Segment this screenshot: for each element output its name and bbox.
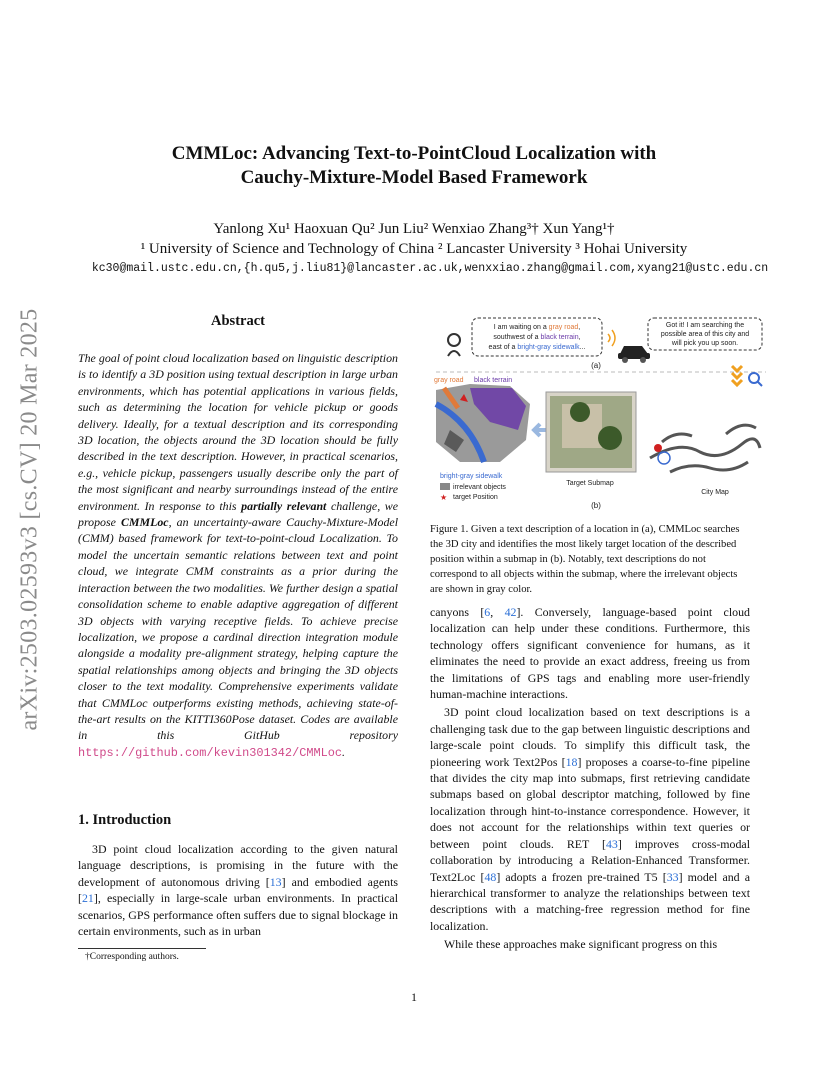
bubble-left-line-1: I am waiting on a gray road, [493,324,581,331]
intro-text-b: ] and embodied agents [ [78,874,398,906]
footnote-rule [78,948,206,949]
bubble-left-line-3: east of a bright-gray sidewalk... [488,344,586,351]
intro-paragraph-1 [78,841,398,939]
target-submap-render [546,392,636,472]
citation-48[interactable]: 48 [484,869,497,884]
map-label-bright-gray: bright-gray sidewalk [440,473,503,480]
right-column-body [430,604,750,953]
author-block [60,219,768,259]
citation-18[interactable]: 18 [565,754,578,769]
intro-text-a: 3D point cloud localization according to the given natural language descriptions, is promising in the future with the development of autonomous driving [ [78,842,398,889]
right-paragraph-2: 3D point cloud localization based on text descriptions is a challenging task due to the gap between linguistic descriptions and large-scale point clouds. To simplify this difficult task, the pioneering work Text2Pos [18] proposes a coarse-to-fine pipeline that divides the city map into submaps, first retrieving candidate submaps based on global descriptor matching, followed by fine localization through hint-to-instance correspondence. However, it does not account for the relationships within text queries or between point clouds. RET [43] improves cross-modal collaboration by introducing a Relation-Enhanced Transformer. Text2Loc [48] adopts a frozen pre-trained T5 [33] model and a hierarchical transformer to analyze the relationships between text descriptions with a matching-free regression method for fine localization. [430,705,751,933]
intro-text-c: ], especially in large-scale urban environments. In practical scenarios, GPS performance often suffers due to signal blockage in certain environments, such as in urban [78,891,398,939]
github-link[interactable]: https://github.com/kevin301342/CMMLoc [78,745,343,760]
figure-1-graphic [430,312,770,512]
legend-star-icon: ★ [440,493,448,502]
page-number: 1 [411,990,417,1004]
section-heading-introduction: 1. Introduction [78,812,172,828]
citation-6[interactable]: 6 [484,605,491,619]
citation-13[interactable]: 13 [269,874,282,889]
submap-render [436,384,530,462]
footnote: †Corresponding authors. [85,952,179,962]
citation-21[interactable]: 21 [81,891,94,906]
city-map-render [650,425,760,472]
figure-label-b: (b) [591,501,601,510]
abstract-end: . [342,744,345,759]
affiliations-line: ¹ University of Science and Technology of China ² Lancaster University ³ Hohai University [140,241,688,257]
car-icon [618,346,650,363]
title-line-2: Cauchy-Mixture-Model Based Framework [240,167,588,188]
bubble-right-line-2: possible area of this city and [660,331,750,338]
figure-label-a: (a) [591,361,601,370]
target-submap-label: Target Submap [566,480,614,487]
authors-line: Yanlong Xu¹ Haoxuan Qu² Jun Liu² Wenxiao Zhang³† Xun Yang¹† [213,221,615,237]
emails-line: kc30@mail.ustc.edu.cn,{h.qu5,j.liu81}@lancaster.ac.uk,wenxxiao.zhang@gmail.com,xyang21@ustc.edu.cn [91,262,769,275]
abstract-bold-2: CMMLoc [121,515,169,530]
paper-title [80,142,748,190]
bubble-left-line-2: southwest of a black terrain, [493,334,581,341]
magnifier-icon [749,373,762,386]
abstract-text-a: The goal of point cloud localization based on linguistic description is to identify a 3D position using textual description in large urban environments, which has potential applications in various fields, such as determining the location for vehicle pickup or goods delivery. Ideally, for a textual description and its corresponding 3D location, the objects around the 3D location should be fully described in the text description. However, in practical scenarios, e.g., vehicle pickup, passengers usually describe only the part of the most significant and nearby surroundings instead of the entire environment. In response to this [78,351,398,513]
title-line-1: CMMLoc: Advancing Text-to-PointCloud Localization with [171,143,657,164]
chevron-down-icons [732,366,742,385]
citation-43[interactable]: 43 [605,836,618,851]
abstract-body [78,350,398,761]
city-magnifier-icon [658,452,670,464]
map-label-black-terrain: black terrain [474,377,513,384]
city-target-marker [654,444,662,452]
abstract-text-b: challenge, we propose [78,498,398,530]
legend-irrelevant-swatch [440,483,450,490]
right-paragraph-3: While these approaches make significant progress on this [444,937,718,952]
legend-target: target Position [453,494,498,501]
abstract-text-c: , an uncertainty-aware Cauchy-Mixture-Model (CMM) based framework for text-to-point-cloud Localization. To model the uncertain semantic relations between text and point cloud, we integrate CMM constraints as a prior during the interaction between the two modalities. We further design a spatial consolidation scheme to enable adaptive aggregation of different 3D objects with varying receptive fields. To achieve precise localization, we propose a cardinal direction integration module alongside a modality pre-alignment strategy, helping capture the spatial relationships among objects and bringing the 3D objects closer to the text modality. Comprehensive experiments validate that CMMLoc outperforms existing methods, achieving state-of-the-art results on the KITTI360Pose dataset. Codes are available in this GitHub repository [78,515,398,743]
person-icon [448,334,460,356]
figure-1-caption: Figure 1. Given a text description of a location in (a), CMMLoc searches the 3D city and identifies the most likely target location of the described position within a submap in (b). Notably, text descriptions do not correspond to all objects within the submap, where the irrelevant objects are shown in gray color. [430,524,740,595]
bubble-right-line-1: Got it! I am searching the [665,322,745,329]
abstract-bold-1: partially relevant [241,498,327,513]
city-map-label: City Map [701,489,729,496]
map-label-gray-road: gray road [434,377,464,384]
arxiv-side-label: arXiv:2503.02593v3 [cs.CV] 20 Mar 2025 [16,308,43,731]
figure-1 [430,312,770,512]
signal-icon [608,330,615,346]
bubble-right-line-3: will pick you up soon. [671,340,739,347]
legend-irrelevant: irrelevant objects [453,484,506,491]
right-paragraph-1: canyons [6, 42]. Conversely, language-based point cloud localization can help under these conditions. Furthermore, this technology offers significant convenience for humans, as it eliminates the need to provide an exact address, freeing us from the limitations of GPS tags and enabling more user-friendly human-machine interactions. [430,605,750,702]
citation-42[interactable]: 42 [504,605,517,619]
citation-33[interactable]: 33 [666,869,679,884]
abstract-heading: Abstract [211,313,265,329]
